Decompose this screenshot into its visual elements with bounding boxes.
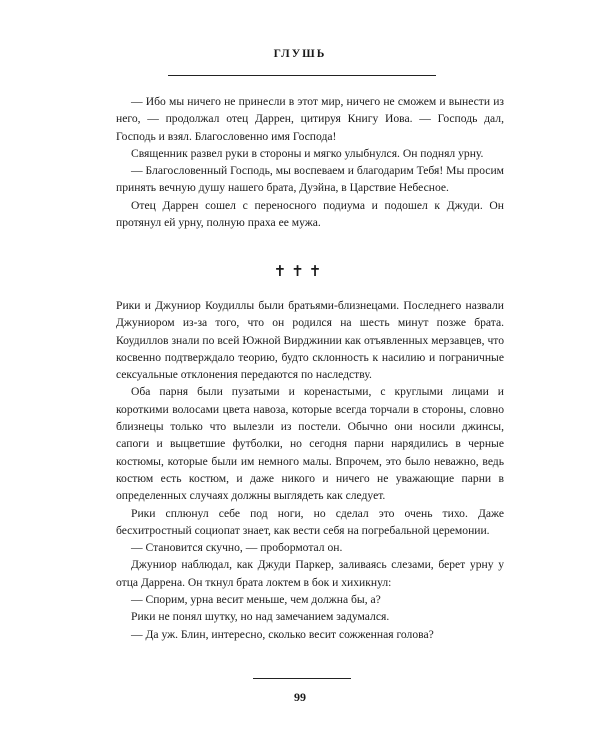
paragraph: — Ибо мы ничего не принесли в этот мир, ничего не сможем и вынести из него, — продолжал отец Даррен, цитируя Книгу Иова. — Господь дал, Господь и взял. Благословенно имя Господа! xyxy=(116,95,504,143)
paragraph: Рики и Джуниор Коудиллы были братьями-близнецами. Последнего назвали Джуниором из-за того, что он родился на шесть минут позже брата. Коудиллов знали по всей Южной Вирджинии как отъявленных мерзавцев, что косвенно подтверждало теорию, будто склонность к насилию и пограничные сексуальные отклонения передаются по наследству. xyxy=(116,299,504,382)
paragraph: Оба парня были пузатыми и коренастыми, с круглыми лицами и короткими волосами цвета навоза, которые всегда торчали в стороны, словно близнецы только что вылезли из постели. Обычно они носили джинсы, сапоги и выцветшие футболки, но сегодня парни нарядились в черные костюмы, которые были им немного малы. Впрочем, это было неважно, ведь костюм есть костюм, и даже никого и ничего не уважающие парни в определенных случаях должны выглядеть как следует. xyxy=(116,385,504,503)
paragraph: — Да уж. Блин, интересно, сколько весит сожженная голова? xyxy=(131,627,434,641)
paragraph: — Становится скучно, — пробормотал он. xyxy=(131,541,343,555)
paragraph: Рики не понял шутку, но над замечанием задумался. xyxy=(131,610,390,624)
section-divider-crosses: ✝✝✝ xyxy=(273,264,327,280)
page-number: 99 xyxy=(294,690,306,704)
paragraph: — Благословенный Господь, мы воспеваем и благодарим Тебя! Мы просим принять вечную душу нашего брата, Дуэйна, в Царствие Небесное. xyxy=(116,164,504,195)
running-head: ГЛУШЬ xyxy=(273,48,327,60)
paragraph: Джуниор наблюдал, как Джуди Паркер, заливаясь слезами, берет урну у отца Даррена. Он ткнул брата локтем в бок и хихикнул: xyxy=(116,558,504,589)
header-rule xyxy=(168,75,436,76)
text-section-2 xyxy=(116,297,504,643)
paragraph: Рики сплюнул себе под ноги, но сделал это очень тихо. Даже бесхитростный социопат знает, как вести себя на погребальной церемонии. xyxy=(116,506,504,537)
paragraph: Священник развел руки в стороны и мягко улыбнулся. Он поднял урну. xyxy=(131,146,484,160)
paragraph: — Спорим, урна весит меньше, чем должна бы, а? xyxy=(131,593,381,607)
text-section-1 xyxy=(116,93,504,231)
paragraph: Отец Даррен сошел с переносного подиума и подошел к Джуди. Он протянул ей урну, полную праха ее мужа. xyxy=(116,198,504,230)
footer-rule xyxy=(253,678,351,679)
